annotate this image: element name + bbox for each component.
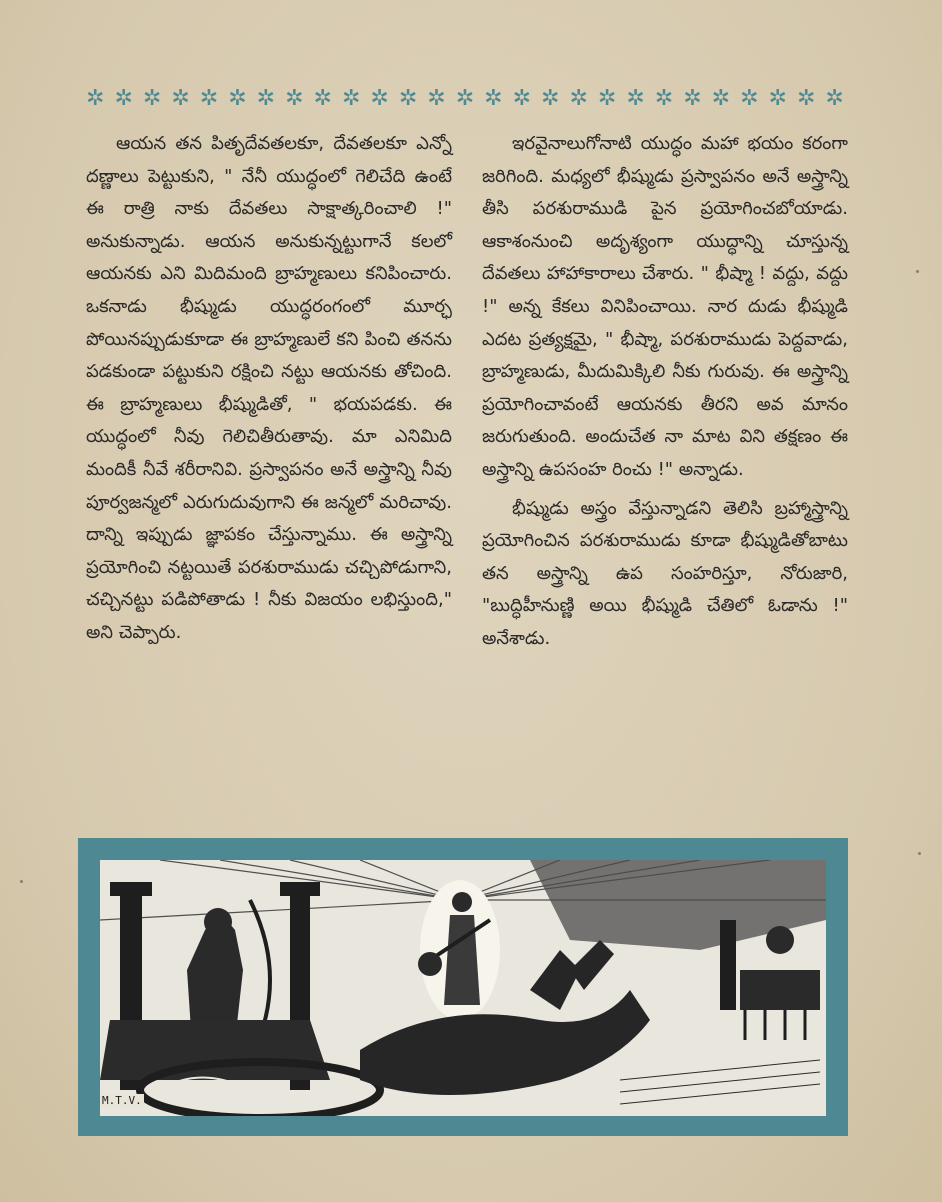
border-ornament: ✲ bbox=[541, 86, 560, 111]
border-ornament: ✲ bbox=[711, 86, 731, 111]
border-ornament: ✲ bbox=[825, 86, 844, 111]
border-ornament: ✲ bbox=[455, 86, 475, 111]
border-ornament: ✲ bbox=[768, 86, 787, 111]
paper-speck bbox=[918, 852, 921, 855]
battle-illustration bbox=[100, 860, 826, 1116]
border-ornament: ✲ bbox=[256, 86, 276, 111]
border-ornament: ✲ bbox=[341, 86, 361, 111]
border-ornament: ✲ bbox=[86, 86, 105, 111]
paper-speck bbox=[916, 270, 919, 273]
border-ornament: ✲ bbox=[171, 86, 190, 111]
border-ornament: ✲ bbox=[114, 86, 133, 111]
border-ornament: ✲ bbox=[313, 86, 332, 111]
border-ornament: ✲ bbox=[398, 86, 418, 111]
border-ornament: ✲ bbox=[683, 86, 702, 111]
left-column bbox=[86, 128, 452, 650]
paper-speck bbox=[20, 880, 23, 883]
border-ornament: ✲ bbox=[427, 86, 446, 111]
border-ornament: ✲ bbox=[370, 86, 389, 111]
artist-signature: M.T.V. bbox=[102, 1094, 142, 1107]
border-ornament: ✲ bbox=[285, 86, 304, 111]
right-paragraph-2: భీష్ముడు అస్త్రం వేస్తున్నాడని తెలిసి బ్రహ్మాస్త్రాన్ని ప్రయోగించిన పరశురాముడు కూడా భీష్ముడితోబాటు తన అస్త్రాన్ని ఉప సంహరిస్తూ, నోరుజారి, "బుద్ధిహీనుణ్ణి అయి భీష్ముడి చేతిలో ఓడాను !" అనేశాడు. bbox=[482, 497, 848, 649]
right-column bbox=[482, 128, 848, 656]
border-ornament: ✲ bbox=[740, 86, 759, 111]
border-ornament: ✲ bbox=[199, 86, 219, 111]
border-ornament: ✲ bbox=[569, 86, 588, 111]
border-ornament: ✲ bbox=[484, 86, 503, 111]
right-paragraph-1: ఇరవైనాలుగోనాటి యుద్ధం మహా భయం కరంగా జరిగింది. మధ్యలో భీష్ముడు ప్రస్వాపనం అనే అస్త్రాన్ని తీసి పరశురాముడి పైన ప్రయోగించబోయాడు. ఆకాశంనుంచి అదృశ్యంగా యుద్ధాన్ని చూస్తున్న దేవతలు హాహాకారాలు చేశారు. " భీష్మా ! వద్దు, వద్దు !" అన్న కేకలు వినిపించాయి. నార దుడు భీష్ముడి ఎదట ప్రత్యక్షమై, " భీష్మా, పరశురాముడు పెద్దవాడు, బ్రాహ్మణుడు, మీదుమిక్కిలి నీకు గురువు. ఈ అస్త్రాన్ని ప్రయోగించావంటే ఆయనకు తీరని అవ మానం జరుగుతుంది. అందుచేత నా మాట విని తక్షణం ఈ అస్త్రాన్ని ఉపసంహ రించు !" అన్నాడు. bbox=[482, 133, 848, 480]
ornamental-border bbox=[86, 86, 844, 112]
border-ornament: ✲ bbox=[512, 86, 531, 111]
illustration-frame bbox=[78, 838, 848, 1136]
border-ornament: ✲ bbox=[654, 86, 674, 111]
left-paragraph-1: ఆయన తన పితృదేవతలకూ, దేవతలకూ ఎన్నో దణ్ణాలు పెట్టుకుని, " నేనీ యుద్ధంలో గెలిచేది ఉంటే ఈ రాత్రి నాకు దేవతలు సాక్షాత్కరించాలి !" అనుకున్నాడు. ఆయన అనుకున్నట్టుగానే కలలో ఆయనకు ఎని మిదిమంది బ్రాహ్మణులు కనిపించారు. ఒకనాడు భీష్ముడు యుద్ధరంగంలో మూర్ఛ పోయినప్పుడుకూడా ఈ బ్రాహ్మణులే కని పించి తనను పడకుండా పట్టుకుని రక్షించి నట్టు ఆయనకు తోచింది. ఈ బ్రాహ్మణులు భీష్ముడితో, " భయపడకు. ఈ యుద్ధంలో నీవు గెలిచితీరుతావు. మా ఎనిమిది మందికీ నీవే శరీరానివి. ప్రస్వాపనం అనే అస్త్రాన్ని నీవు పూర్వజన్మలో ఎరుగుదువుగాని ఈ జన్మలో మరిచావు. దాన్ని ఇప్పుడు జ్ఞాపకం చేస్తున్నాము. ఈ అస్త్రాన్ని ప్రయోగించి నట్టయితే పరశురాముడు చచ్చిపోడుగాని, చచ్చినట్టు పడిపోతాడు ! నీకు విజయం లభిస్తుంది," అని చెప్పారు. bbox=[86, 133, 452, 643]
border-ornament: ✲ bbox=[228, 86, 247, 111]
border-ornament: ✲ bbox=[597, 86, 617, 111]
border-ornament: ✲ bbox=[796, 86, 816, 111]
border-ornament: ✲ bbox=[142, 86, 162, 111]
border-ornament: ✲ bbox=[626, 86, 645, 111]
